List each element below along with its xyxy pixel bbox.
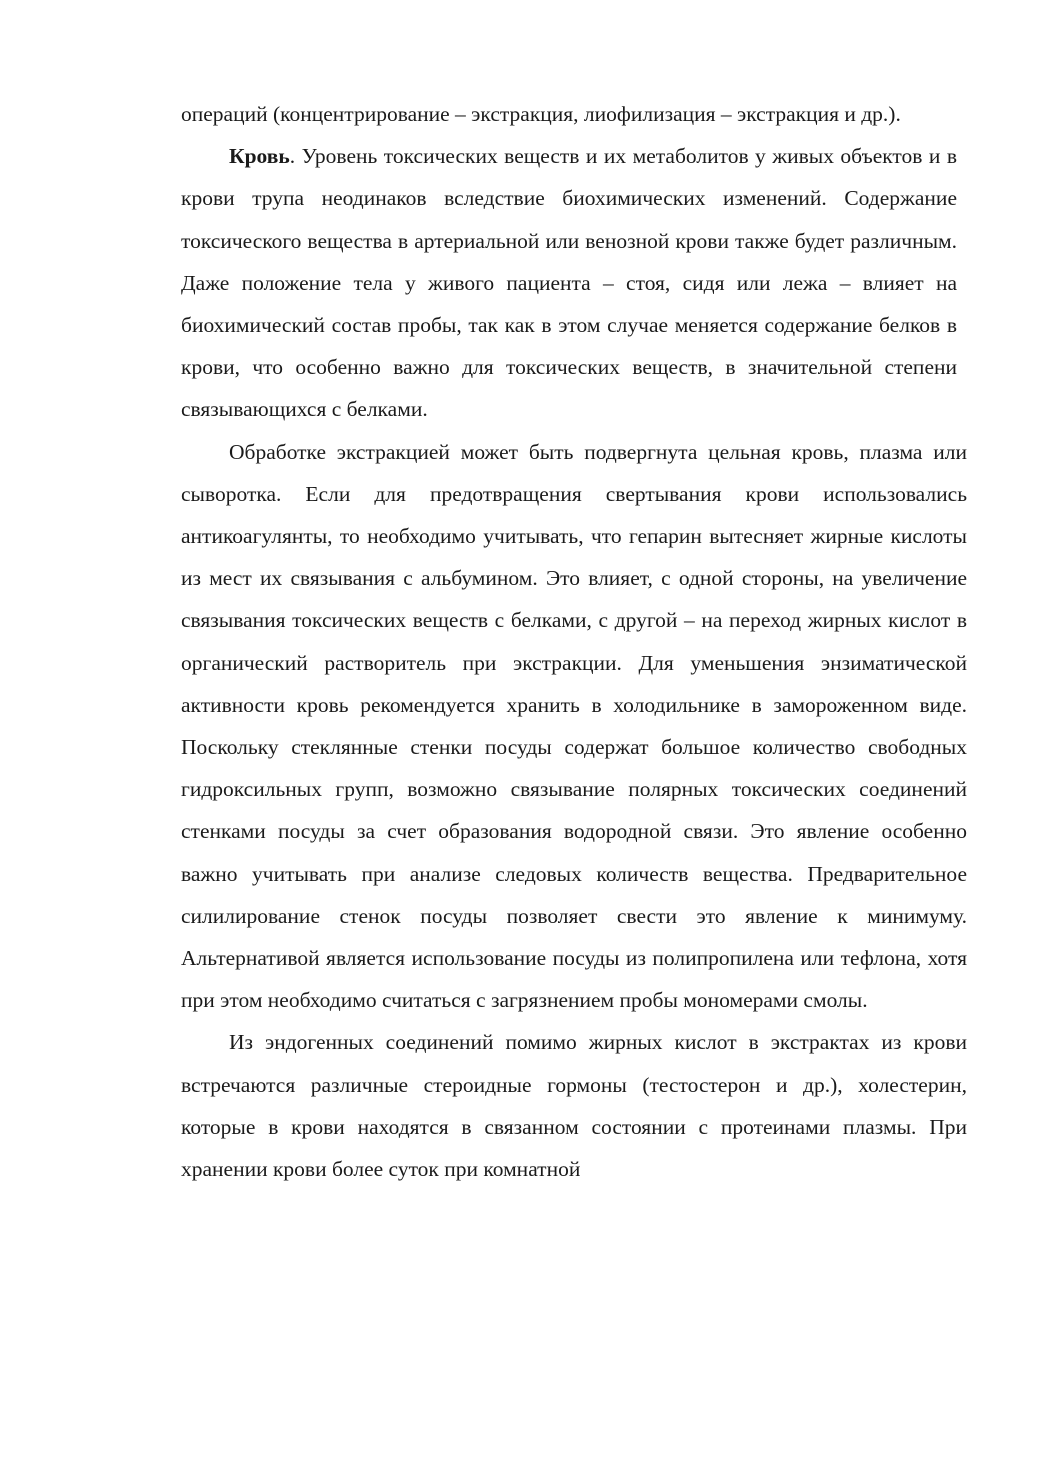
paragraph-extraction: Обработке экстракцией может быть подвергнута цельная кровь, плазма или сыворотка. Если для предотвращения свертывания крови использовались антикоагулянты, то необходимо учитывать, что гепарин вытесняет жирные кислоты из мест их связывания с альбумином. Это влияет, с одной стороны, на увеличение связывания токсических веществ с белками, с другой – на переход жирных кислот в органический растворитель при экстракции. Для уменьшения энзиматической активности кровь рекомендуется хранить в холодильнике в замороженном виде. Поскольку стеклянные стенки посуды содержат большое количество свободных гидроксильных групп, возможно связывание полярных токсических соединений стенками посуды за счет образования водородной связи. Это явление особенно важно учитывать при анализе следовых количеств вещества. Предварительное силилирование стенок посуды позволяет свести это явление к минимуму. Альтернативой является использование посуды из полипропилена или тефлона, хотя при этом необходимо считаться с загрязнением пробы мономерами смолы. (181, 439, 967, 1013)
paragraph-blood-text: . Уровень токсических веществ и их метаболитов у живых объектов и в крови трупа неодинаков вследствие биохимических изменений. Содержание токсического вещества в артериальной или венозной крови также будет различным. Даже положение тела у живого пациента – стоя, сидя или лежа – влияет на биохимический состав пробы, так как в этом случае меняется содержание белков в крови, что особенно важно для токсических веществ, в значительной степени связывающихся с белками. (181, 144, 957, 422)
paragraph-endogenous: Из эндогенных соединений помимо жирных кислот в экстрактах из крови встречаются различные стероидные гормоны (тестостерон и др.), холестерин, которые в крови находятся в связанном состоянии с протеинами плазмы. При хранении крови более суток при комнатной (181, 1030, 967, 1182)
paragraph-heading-blood: Кровь (229, 144, 290, 169)
paragraph-blood (181, 135, 957, 430)
paragraph-continuation: операций (концентрирование – экстракция, лиофилизация – экстракция и др.). (181, 102, 901, 126)
document-page (181, 93, 967, 1190)
